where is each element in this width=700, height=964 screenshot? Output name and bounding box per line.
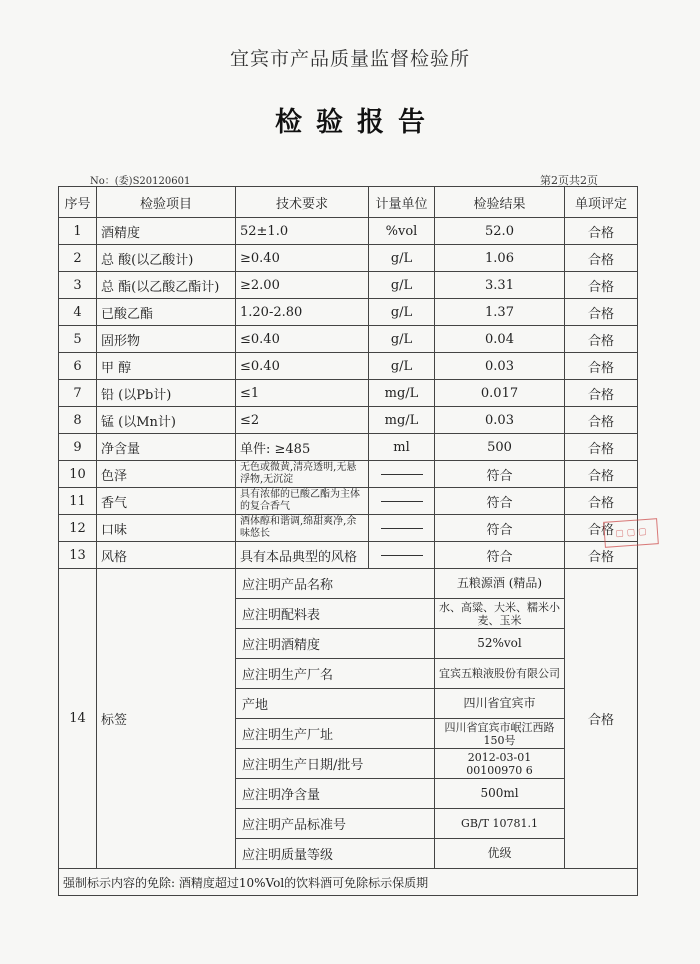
label-value: 500ml <box>435 779 565 809</box>
row-unit: mg/L <box>369 380 435 407</box>
table-row <box>59 299 638 326</box>
table-row <box>59 245 638 272</box>
table-row <box>59 488 638 515</box>
row-unit: g/L <box>369 353 435 380</box>
dash-line <box>381 528 423 529</box>
row-result: 3.31 <box>435 272 565 299</box>
row-unit-dash <box>369 542 435 569</box>
row-item: 口味 <box>97 515 236 542</box>
row-item: 酒精度 <box>97 218 236 245</box>
inspection-stamp: ▢ ▢ ▢ <box>603 518 659 548</box>
label-requirement: 应注明净含量 <box>236 779 435 809</box>
dash-line <box>381 474 423 475</box>
row-requirement: ≥0.40 <box>236 245 369 272</box>
row-result: 500 <box>435 434 565 461</box>
exemption-note: 强制标示内容的免除: 酒精度超过10%Vol的饮料酒可免除标示保质期 <box>59 869 638 896</box>
col-header-item: 检验项目 <box>97 187 236 218</box>
label-value: 2012-03-01 00100970 6 <box>435 749 565 779</box>
label-requirement: 应注明生产日期/批号 <box>236 749 435 779</box>
row-number: 14 <box>59 569 97 869</box>
label-requirement: 应注明配料表 <box>236 599 435 629</box>
row-number: 4 <box>59 299 97 326</box>
col-header-unit: 计量单位 <box>369 187 435 218</box>
row-unit: g/L <box>369 272 435 299</box>
row-unit: %vol <box>369 218 435 245</box>
table-row <box>59 218 638 245</box>
row-item: 净含量 <box>97 434 236 461</box>
label-requirement: 应注明生产厂名 <box>236 659 435 689</box>
row-item: 香气 <box>97 488 236 515</box>
row-item: 风格 <box>97 542 236 569</box>
table-row <box>59 542 638 569</box>
label-requirement: 应注明生产厂址 <box>236 719 435 749</box>
row-result: 0.03 <box>435 407 565 434</box>
table-header-row <box>59 187 638 218</box>
row-requirement: 具有浓郁的已酸乙酯为主体的复合香气 <box>236 488 369 515</box>
table-row <box>59 461 638 488</box>
row-result: 0.017 <box>435 380 565 407</box>
row-requirement: 52±1.0 <box>236 218 369 245</box>
row-unit: g/L <box>369 245 435 272</box>
row-item: 总 酯(以乙酸乙酯计) <box>97 272 236 299</box>
row-result: 符合 <box>435 542 565 569</box>
row-number: 2 <box>59 245 97 272</box>
label-value: 四川省宜宾市岷江西路150号 <box>435 719 565 749</box>
row-unit: g/L <box>369 299 435 326</box>
row-item: 已酸乙酯 <box>97 299 236 326</box>
row-number: 13 <box>59 542 97 569</box>
row-number: 7 <box>59 380 97 407</box>
row-number: 3 <box>59 272 97 299</box>
row-unit-dash <box>369 515 435 542</box>
label-value: 水、高粱、大米、糯米小麦、玉米 <box>435 599 565 629</box>
row-result: 符合 <box>435 488 565 515</box>
row-requirement: 具有本品典型的风格 <box>236 542 369 569</box>
row-requirement: 无色或微黄,清亮透明,无悬浮物,无沉淀 <box>236 461 369 488</box>
row-number: 11 <box>59 488 97 515</box>
label-value: GB/T 10781.1 <box>435 809 565 839</box>
row-result: 0.03 <box>435 353 565 380</box>
table-row <box>59 272 638 299</box>
row-requirement: ≥2.00 <box>236 272 369 299</box>
report-title: 检验报告 <box>275 107 439 138</box>
row-requirement: 酒体醇和谐调,绵甜爽净,余味悠长 <box>236 515 369 542</box>
row-unit: mg/L <box>369 407 435 434</box>
label-value: 52%vol <box>435 629 565 659</box>
row-requirement: ≤0.40 <box>236 353 369 380</box>
table-row <box>59 434 638 461</box>
table-row <box>59 407 638 434</box>
row-result: 符合 <box>435 461 565 488</box>
row-evaluation: 合格 <box>565 569 638 869</box>
row-evaluation: 合格 <box>565 488 638 515</box>
col-header-evaluation: 单项评定 <box>565 187 638 218</box>
row-result: 0.04 <box>435 326 565 353</box>
row-item: 色泽 <box>97 461 236 488</box>
inspection-table <box>58 186 638 896</box>
row-result: 1.06 <box>435 245 565 272</box>
label-subrow <box>59 569 638 599</box>
label-value: 五粮源酒 (精品) <box>435 569 565 599</box>
col-header-result: 检验结果 <box>435 187 565 218</box>
row-item: 标签 <box>97 569 236 869</box>
row-evaluation: 合格 <box>565 272 638 299</box>
row-requirement: ≤1 <box>236 380 369 407</box>
label-requirement: 应注明产品名称 <box>236 569 435 599</box>
row-evaluation: 合格 <box>565 245 638 272</box>
row-evaluation: 合格 <box>565 218 638 245</box>
label-value: 四川省宜宾市 <box>435 689 565 719</box>
report-number: No：(委)S20120601 <box>90 176 191 187</box>
row-unit-dash <box>369 461 435 488</box>
row-unit-dash <box>369 488 435 515</box>
row-evaluation: 合格 <box>565 380 638 407</box>
footer-row <box>59 869 638 896</box>
row-item: 锰 (以Mn计) <box>97 407 236 434</box>
row-number: 1 <box>59 218 97 245</box>
table-row <box>59 515 638 542</box>
label-requirement: 应注明酒精度 <box>236 629 435 659</box>
label-requirement: 应注明质量等级 <box>236 839 435 869</box>
row-number: 6 <box>59 353 97 380</box>
row-evaluation: 合格 <box>565 326 638 353</box>
row-evaluation: 合格 <box>565 299 638 326</box>
row-evaluation: 合格 <box>565 407 638 434</box>
row-item: 铅 (以Pb计) <box>97 380 236 407</box>
row-item: 总 酸(以乙酸计) <box>97 245 236 272</box>
row-evaluation: 合格 <box>565 542 638 569</box>
row-item: 固形物 <box>97 326 236 353</box>
row-evaluation: 合格 <box>565 515 638 542</box>
row-requirement: 单件: ≥485 <box>236 434 369 461</box>
table-row <box>59 326 638 353</box>
row-result: 52.0 <box>435 218 565 245</box>
row-requirement: ≤0.40 <box>236 326 369 353</box>
row-item: 甲 醇 <box>97 353 236 380</box>
label-value: 宜宾五粮液股份有限公司 <box>435 659 565 689</box>
row-requirement: ≤2 <box>236 407 369 434</box>
dash-line <box>381 501 423 502</box>
row-number: 9 <box>59 434 97 461</box>
row-requirement: 1.20-2.80 <box>236 299 369 326</box>
row-result: 符合 <box>435 515 565 542</box>
dash-line <box>381 555 423 556</box>
label-requirement: 产地 <box>236 689 435 719</box>
row-evaluation: 合格 <box>565 461 638 488</box>
row-result: 1.37 <box>435 299 565 326</box>
row-unit: ml <box>369 434 435 461</box>
page-indicator: 第2页共2页 <box>540 174 598 187</box>
col-header-requirement: 技术要求 <box>236 187 369 218</box>
row-unit: g/L <box>369 326 435 353</box>
table-row <box>59 353 638 380</box>
row-number: 10 <box>59 461 97 488</box>
label-value: 优级 <box>435 839 565 869</box>
row-evaluation: 合格 <box>565 434 638 461</box>
issuing-organization: 宜宾市产品质量监督检验所 <box>229 48 470 70</box>
table-row <box>59 380 638 407</box>
label-requirement: 应注明产品标准号 <box>236 809 435 839</box>
row-number: 5 <box>59 326 97 353</box>
row-number: 8 <box>59 407 97 434</box>
col-header-no: 序号 <box>59 187 97 218</box>
row-number: 12 <box>59 515 97 542</box>
row-evaluation: 合格 <box>565 353 638 380</box>
